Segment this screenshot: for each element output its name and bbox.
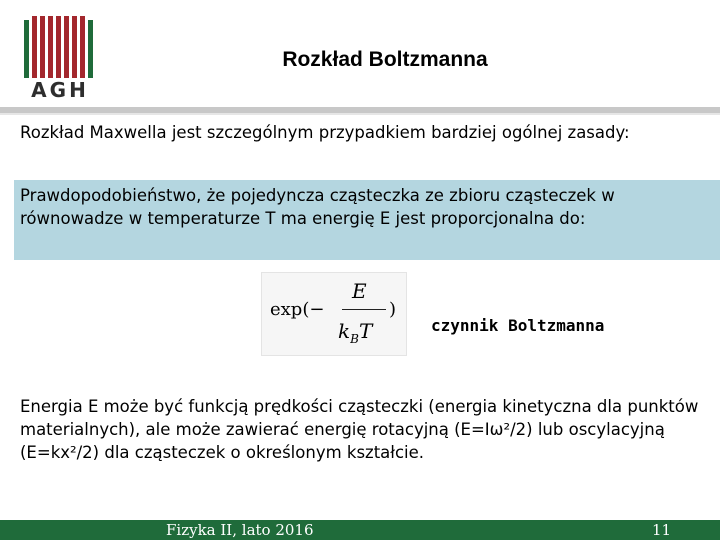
formula-T: T xyxy=(358,319,373,343)
boltzmann-formula xyxy=(261,272,407,356)
formula-denominator xyxy=(338,319,372,346)
footer-bar xyxy=(0,520,720,540)
boltzmann-factor-label: czynnik Boltzmanna xyxy=(431,316,605,335)
slide-title: Rozkład Boltzmanna xyxy=(282,48,488,71)
highlight-paragraph: Prawdopodobieństwo, że pojedyncza cząsteczka ze zbioru cząsteczek w równowadze w temperaturze T ma energię E jest proporcjonalna do: xyxy=(20,186,615,228)
formula-numerator: E xyxy=(352,279,367,303)
intro-paragraph: Rozkład Maxwella jest szczególnym przypadkiem bardziej ogólnej zasady: xyxy=(20,123,630,142)
formula-prefix: exp(− xyxy=(270,299,325,320)
page-number: 11 xyxy=(652,521,672,539)
body-paragraph: Energia E może być funkcją prędkości cząsteczki (energia kinetyczna dla punktów materialnych), ale może zawierać energię rotacyjną (E=Iω²/2) lub oscylacyjną (E=kx²/2) dla cząsteczek o określonym kształcie. xyxy=(20,397,699,462)
logo-text: AGH xyxy=(31,78,89,102)
formula-subscript: B xyxy=(350,332,359,346)
footer-text: Fizyka II, lato 2016 xyxy=(166,521,314,539)
formula-k: k xyxy=(338,319,351,343)
fraction-bar xyxy=(342,309,386,310)
title-divider-light xyxy=(0,113,720,115)
formula-suffix: ) xyxy=(389,299,397,320)
